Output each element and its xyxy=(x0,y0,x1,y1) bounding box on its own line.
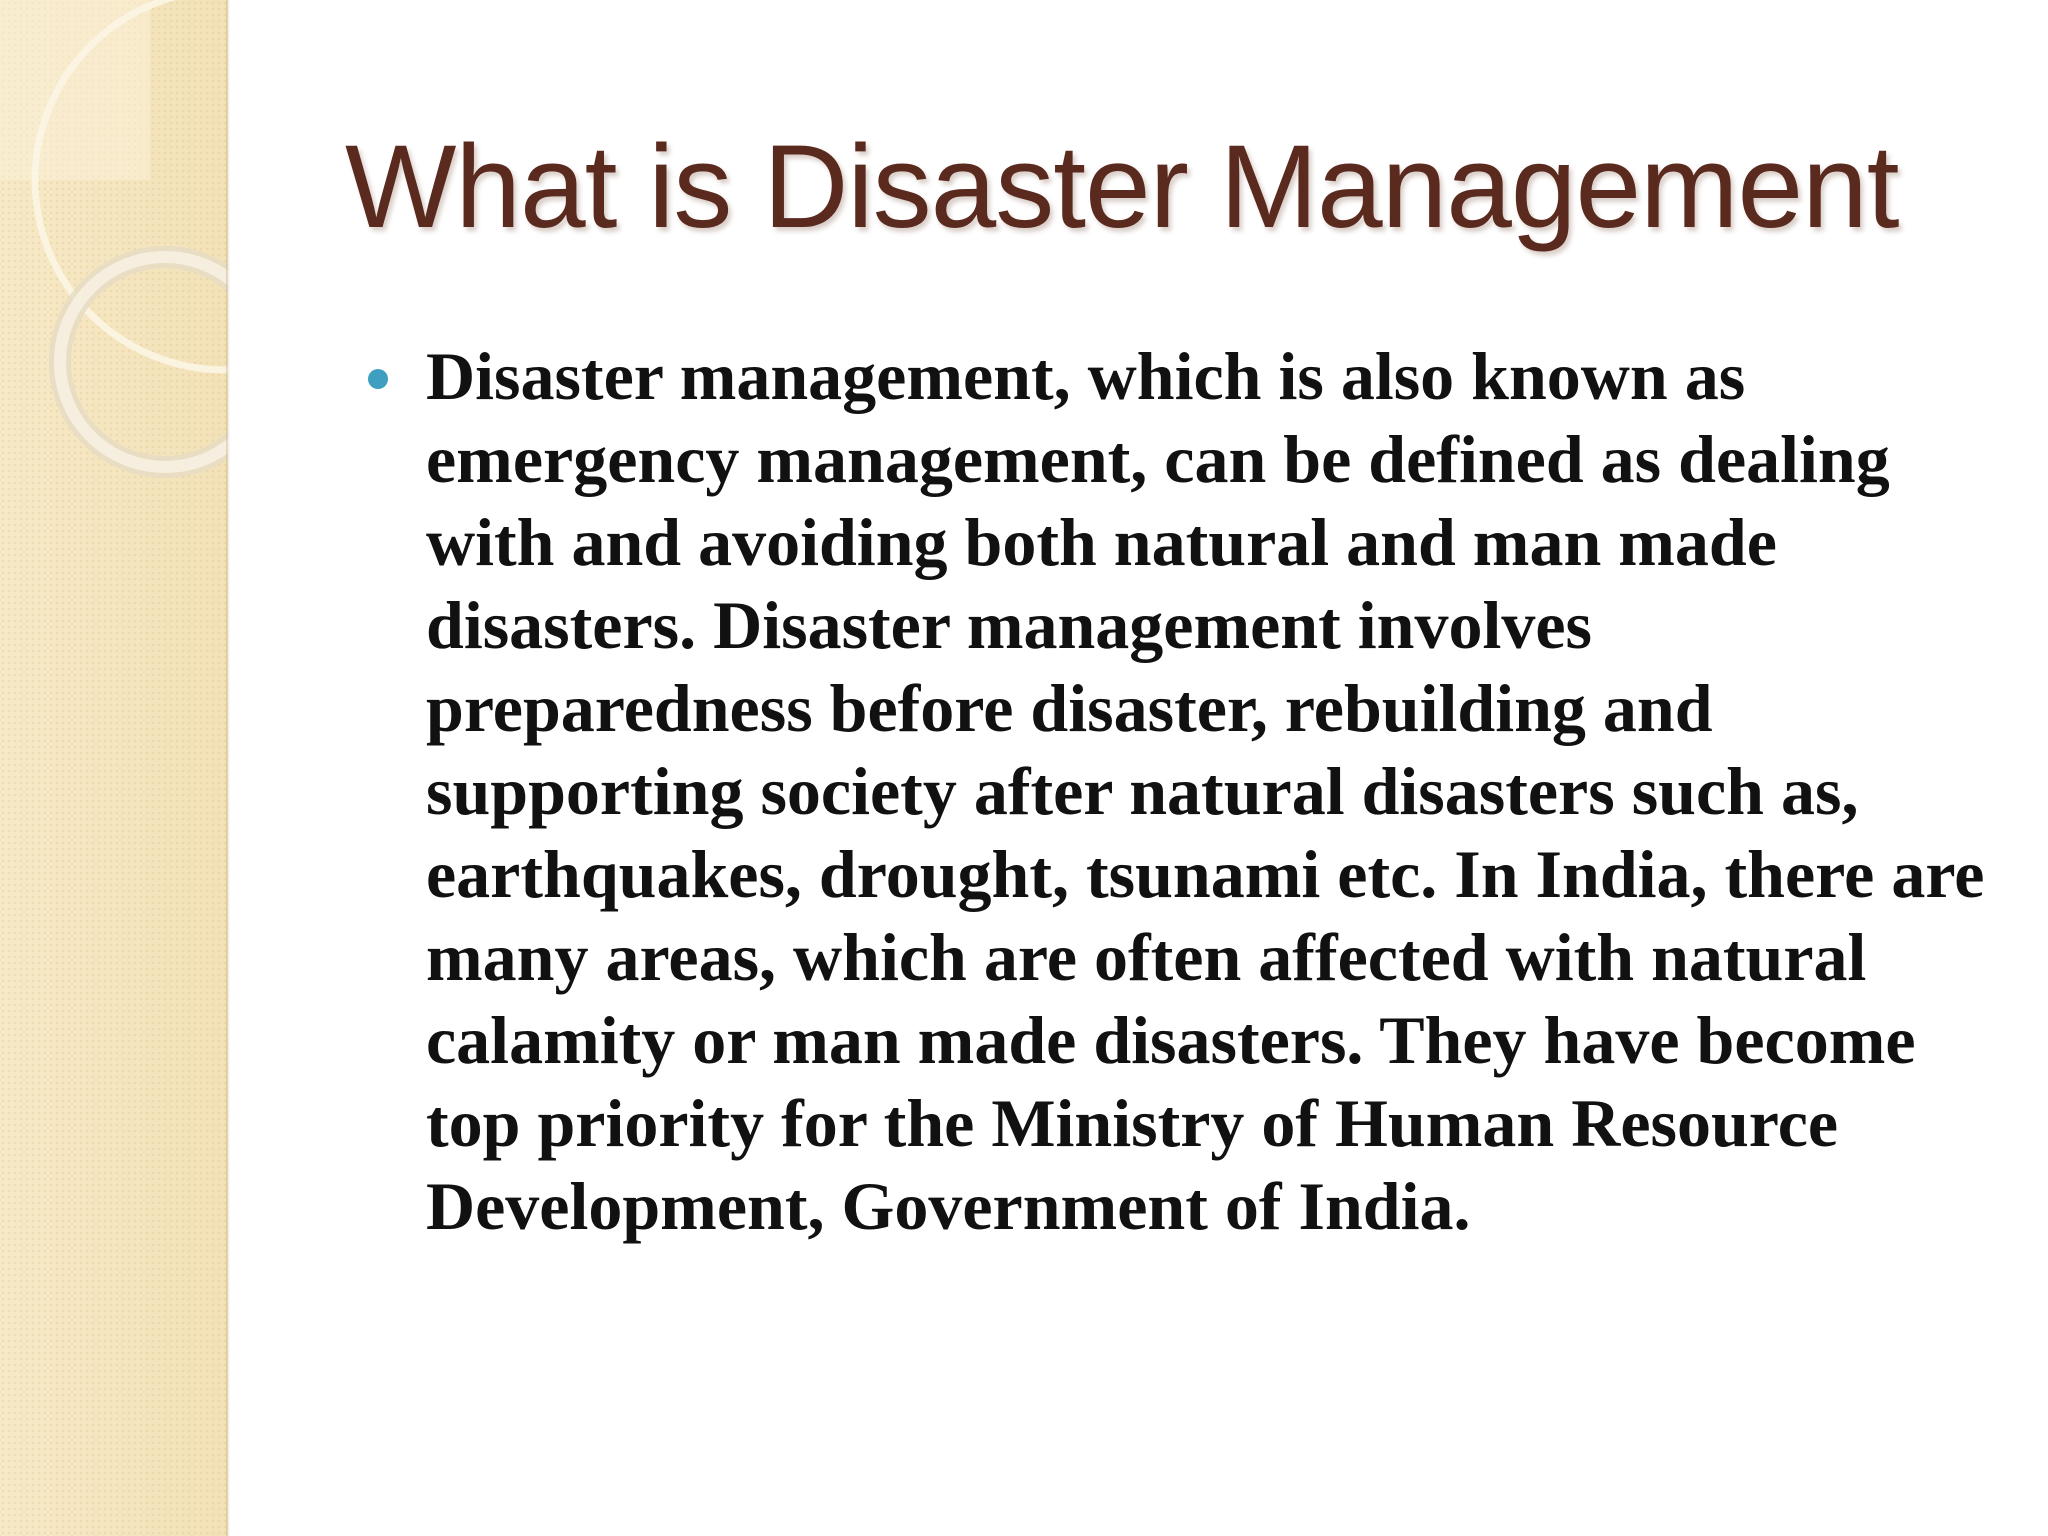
decorative-side-strip xyxy=(0,0,228,1536)
strip-edge-shadow xyxy=(226,0,230,1536)
bullet-list xyxy=(360,335,2000,1248)
small-ring-highlight xyxy=(60,257,228,467)
bullet-dot-icon xyxy=(368,369,388,389)
slide-title: What is Disaster Management xyxy=(345,121,1899,253)
bullet-item xyxy=(360,335,2000,1248)
bullet-text: Disaster management, which is also known as emergency management, can be defined as dealing with and avoiding both natural and man made disasters. Disaster management involves preparedness before disaster, rebuilding and supporting society after natural disasters such as, earthquakes, drought, tsunami etc. In India, there are many areas, which are often affected with natural calamity or man made disasters. They have become top priority for the Ministry of Human Resource Development, Government of India. xyxy=(426,338,1985,1244)
light-panel-shape xyxy=(0,0,150,180)
decorative-rings xyxy=(0,0,228,520)
